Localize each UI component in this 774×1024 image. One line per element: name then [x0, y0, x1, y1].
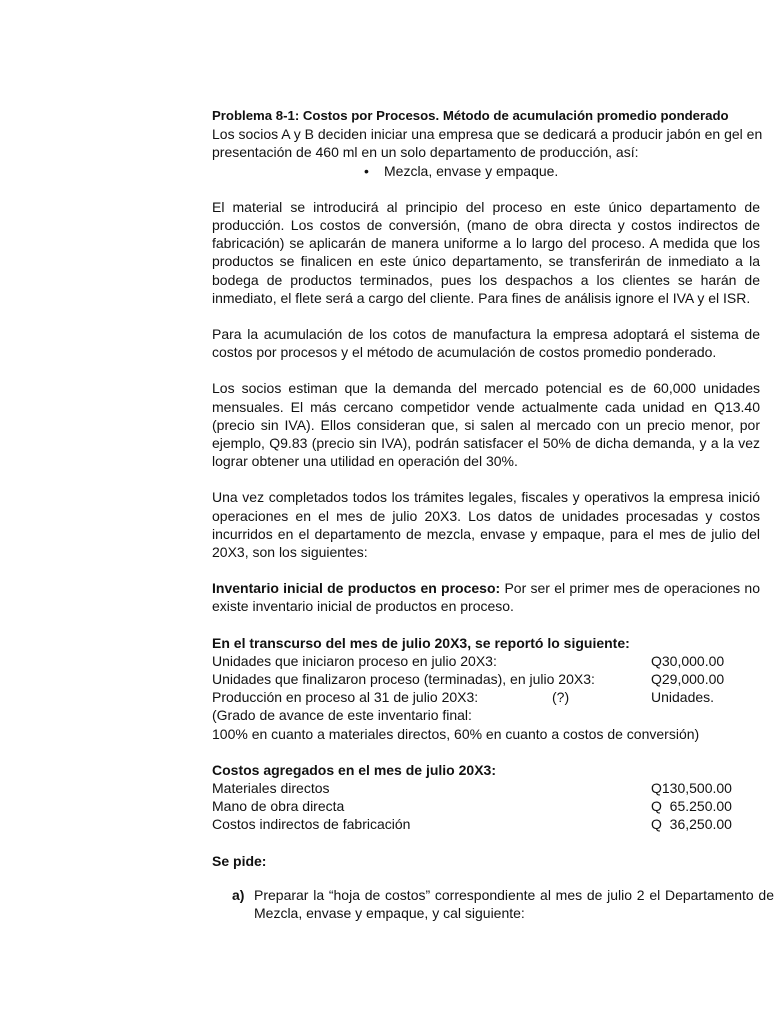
july-row-finished: [212, 670, 760, 688]
july-row-started: [212, 652, 760, 670]
bullet-text: Mezcla, envase y empaque.: [384, 162, 559, 179]
intro-line-2: presentación de 460 ml en un solo departamento de producción, así:: [212, 144, 639, 161]
cost-row-label: Materiales directos: [212, 780, 330, 797]
july-row-value: Q30,000.00: [651, 652, 725, 669]
cost-row-value: Q 36,250.00: [651, 816, 732, 833]
requirement-text: Preparar la “hoja de costos” correspondiente al mes de julio 2 el Departamento de Mezcla, envase y empaque, y cal siguiente:: [254, 886, 774, 922]
july-note-1: (Grado de avance de este inventario final:: [212, 707, 472, 724]
july-row-label: Unidades que iniciaron proceso en julio 20X3:: [212, 652, 497, 669]
costs-heading: Costos agregados en el mes de julio 20X3:: [212, 761, 496, 778]
inventory-label: Inventario inicial de productos en proceso:: [212, 580, 501, 597]
se-pide-heading: Se pide:: [212, 852, 267, 869]
inventory-text: Por ser el primer mes de operaciones no existe inventario inicial de productos en proceso.: [212, 580, 760, 615]
bullet-icon: •: [364, 162, 369, 179]
july-row-value: Unidades.: [651, 689, 715, 706]
july-heading: En el transcurso del mes de julio 20X3, se reportó lo siguiente:: [212, 634, 630, 651]
july-row-value: Q29,000.00: [651, 671, 725, 688]
paragraph-demand: Los socios estiman que la demanda del mercado potencial es de 60,000 unidades mensuales. El más cercano competidor vende actualmente cada unidad en Q13.40 (precio sin IVA). Ellos consideran que, si salen al mercado con un precio menor, por ejemplo, Q9.83 (precio sin IVA), podrán satisfacer el 50% de dicha demanda, y a la vez lograr obtener una utilidad en operación del 30%.: [212, 380, 760, 470]
cost-row-label: Costos indirectos de fabricación: [212, 816, 411, 833]
document-page: [212, 107, 774, 922]
paragraph-inventory: [212, 579, 760, 615]
cost-row-value: Q 65.250.00: [651, 798, 732, 815]
cost-row-label: Mano de obra directa: [212, 798, 345, 815]
cost-row-materials: [212, 779, 760, 797]
july-row-unknown: (?): [552, 689, 570, 706]
requirement-a: [212, 886, 774, 922]
july-note-2: 100% en cuanto a materiales directos, 60% en cuanto a costos de conversión): [212, 725, 700, 742]
requirement-label: a): [232, 886, 245, 903]
paragraph-accumulation: Para la acumulación de los cotos de manufactura la empresa adoptará el sistema de costos por procesos y el método de acumulación de costos promedio ponderado.: [212, 326, 760, 361]
paragraph-material: El material se introducirá al principio del proceso en este único departamento de producción. Los costos de conversión, (mano de obra directa y costos indirectos de fabricación) se aplicarán de manera uniforme a lo largo del proceso. A medida que los productos se finalicen en este único departamento, se transferirán de inmediato a la bodega de productos terminados, pues los despachos a los clientes se harán de inmediato, el flete será a cargo del cliente. Para fines de análisis ignore el IVA y el ISR.: [212, 198, 760, 306]
cost-row-value: Q130,500.00: [651, 780, 732, 797]
problem-title: Problema 8-1: Costos por Procesos. Método de acumulación promedio ponderado: [212, 108, 729, 123]
cost-row-labor: [212, 797, 760, 815]
cost-row-overhead: [212, 815, 760, 833]
july-row-in-process: [212, 688, 760, 706]
paragraph-operations: Una vez completados todos los trámites legales, fiscales y operativos la empresa inició operaciones en el mes de julio 20X3. Los datos de unidades procesadas y costos incurridos en el departamento de mezcla, envase y empaque, para el mes de julio del 20X3, son los siguientes:: [212, 489, 760, 561]
bullet-item: [212, 162, 760, 180]
july-row-label: Unidades que finalizaron proceso (terminadas), en julio 20X3:: [212, 671, 595, 688]
july-row-label: Producción en proceso al 31 de julio 20X3:: [212, 689, 479, 706]
intro-line-1: Los socios A y B deciden iniciar una empresa que se dedicará a producir jabón en gel en: [212, 126, 763, 143]
